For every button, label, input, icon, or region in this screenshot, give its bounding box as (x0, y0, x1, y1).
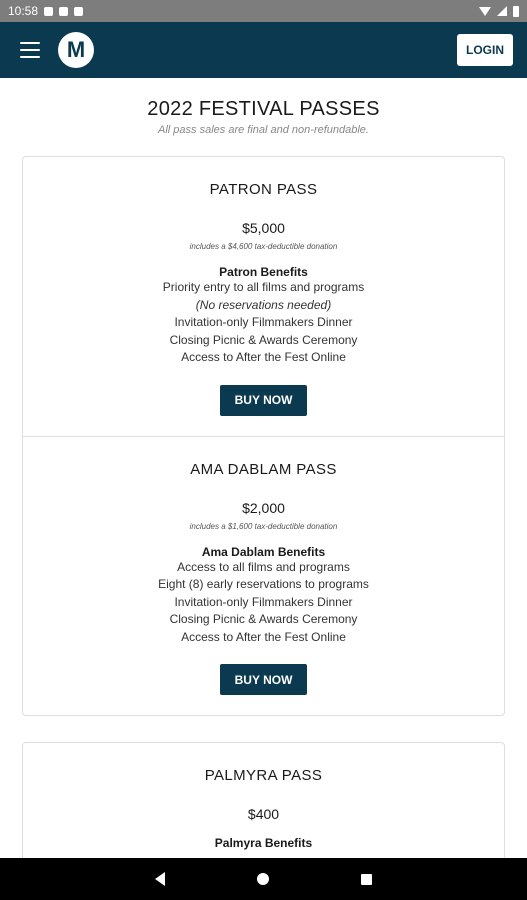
page-title: 2022 FESTIVAL PASSES (147, 98, 380, 120)
signal-icon (497, 6, 507, 16)
login-button[interactable]: LOGIN (457, 34, 513, 66)
benefit-item: Access to all films and programs (177, 559, 350, 574)
page-subtitle: All pass sales are final and non-refundable. (158, 124, 369, 136)
benefits-title: Ama Dablam Benefits (201, 544, 326, 559)
benefits-title: Palmyra Benefits (214, 836, 313, 850)
recent-apps-icon[interactable] (361, 874, 372, 885)
pass-price: $5,000 (242, 220, 285, 236)
benefit-item: Priority entry to all films and programs (162, 280, 365, 294)
notification-icon (44, 7, 53, 16)
pass-price: $400 (247, 806, 280, 822)
logo-letter: M (66, 37, 86, 62)
buy-now-button-patron[interactable]: BUY NOW (220, 385, 307, 416)
pass-card-patron (23, 157, 504, 436)
battery-icon (513, 6, 519, 17)
pass-card-group (22, 156, 505, 716)
pass-name: AMA DABLAM PASS (190, 460, 337, 478)
benefit-item: Eight (8) early reservations to programs (158, 577, 369, 591)
notification-icon (74, 7, 83, 16)
benefit-item: Invitation-only Filmmakers Dinner (174, 594, 353, 609)
main-content (0, 78, 527, 858)
pass-donation-note: includes a $4,600 tax-deductible donation (189, 242, 338, 251)
home-icon[interactable] (257, 873, 269, 885)
pass-name: PATRON PASS (209, 181, 318, 198)
buy-now-button-ama-dablam[interactable]: BUY NOW (220, 664, 307, 695)
pass-card-group (22, 742, 505, 858)
logo[interactable] (58, 32, 94, 68)
benefit-item: Access to After the Fest Online (181, 629, 346, 644)
pass-card-palmyra (23, 743, 504, 858)
benefits-title: Patron Benefits (219, 265, 308, 279)
pass-card-ama-dablam (23, 436, 504, 716)
benefit-item: Access to After the Fest Online (181, 350, 346, 364)
benefit-item: Invitation-only Filmmakers Dinner (174, 315, 353, 329)
system-nav-bar (0, 858, 527, 900)
notification-icon (59, 7, 68, 16)
pass-price: $2,000 (242, 499, 285, 516)
benefit-item: Closing Picnic & Awards Ceremony (169, 612, 358, 626)
benefit-item: Closing Picnic & Awards Ceremony (169, 332, 358, 347)
app-bar (0, 22, 527, 78)
hamburger-menu-icon[interactable] (20, 42, 40, 58)
wifi-icon (479, 7, 491, 16)
back-icon[interactable] (155, 872, 165, 886)
pass-donation-note: includes a $1,600 tax-deductible donation (189, 521, 338, 531)
pass-name: PALMYRA PASS (204, 767, 323, 784)
status-bar (0, 0, 527, 22)
status-time: 10:58 (8, 4, 39, 18)
benefit-item: (No reservations needed) (195, 297, 332, 312)
